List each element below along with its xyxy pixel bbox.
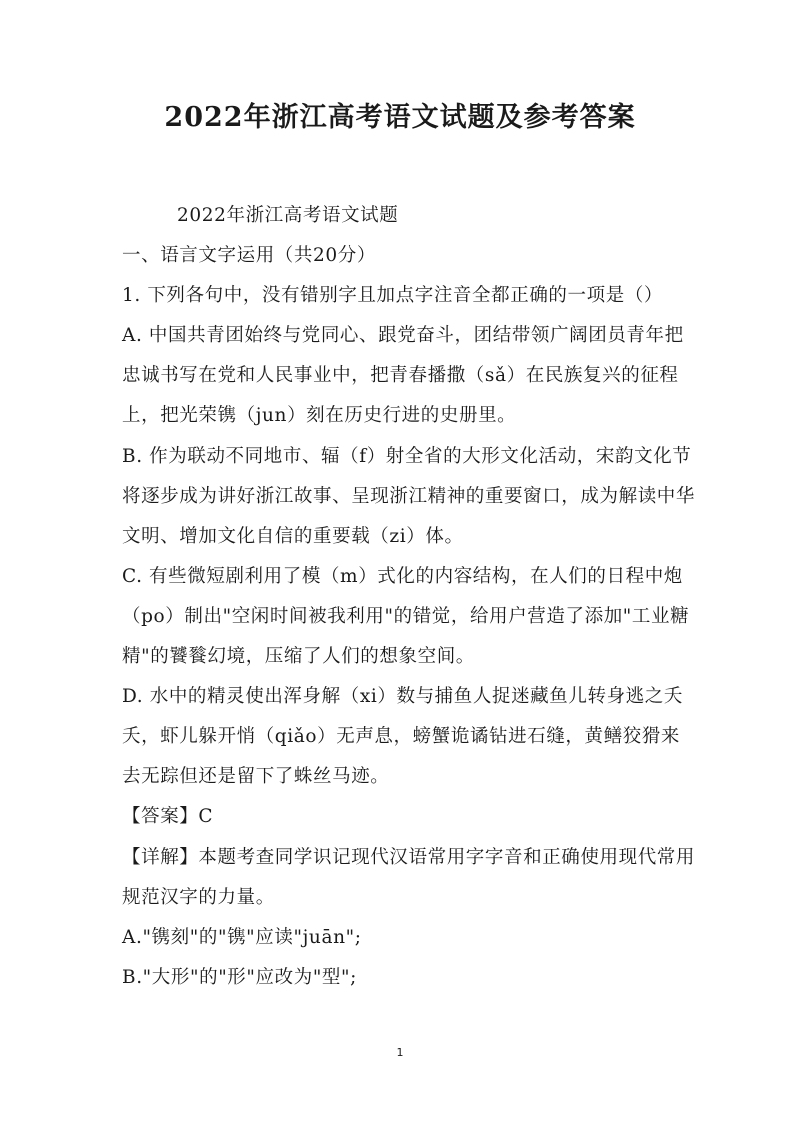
option-b-line-1: B. 作为联动不同地市、辐（f）射全省的大形文化活动，宋韵文化节 [122,445,692,467]
option-b-line-3: 文明、增加文化自信的重要载（zi）体。 [122,525,464,547]
option-a-line-2: 忠诚书写在党和人民事业中，把青春播撒（sǎ）在民族复兴的征程 [122,365,679,387]
explanation-line-1: 【详解】本题考查同学识记现代汉语常用字字音和正确使用现代常用 [122,846,696,868]
question-stem: 1. 下列各句中，没有错别字且加点字注音全都正确的一项是（） [122,285,664,307]
document-body [122,196,696,998]
answer-line: 【答案】C [122,806,214,828]
option-d-line-1: D. 水中的精灵使出浑身解（xi）数与捕鱼人捉迷藏鱼儿转身逃之夭 [122,686,683,708]
explanation-line-2: 规范汉字的力量。 [122,886,275,908]
option-d-line-2: 夭，虾儿躲开悄（qiǎo）无声息，螃蟹诡谲钻进石缝，黄鳝狡猾来 [122,726,681,748]
explanation-b: B."大形"的"形"应改为"型"; [122,966,357,988]
option-b-line-2: 将逐步成为讲好浙江故事、呈现浙江精神的重要窗口，成为解读中华 [122,485,696,507]
document-title: 2022年浙江高考语文试题及参考答案 [164,102,636,133]
explanation-a: A."镌刻"的"镌"应读"juān"; [122,926,362,948]
page-number: 1 [396,1046,404,1059]
option-c-line-1: C. 有些微短剧利用了模（m）式化的内容结构，在人们的日程中炮 [122,565,683,587]
option-c-line-2: （po）制出"空闲时间被我利用"的错觉，给用户营造了添加"工业糖 [122,605,690,627]
option-a-line-3: 上，把光荣镌（jun）刻在历史行进的史册里。 [122,405,517,427]
section-heading: 一、语言文字运用（共20分） [122,245,376,267]
option-c-line-3: 精"的饕餮幻境，压缩了人们的想象空间。 [122,646,475,668]
option-a-line-1: A. 中国共青团始终与党同心、跟党奋斗，团结带领广阔团员青年把 [122,325,684,347]
option-d-line-3: 去无踪但还是留下了蛛丝马迹。 [122,766,390,788]
exam-subtitle: 2022年浙江高考语文试题 [177,205,399,226]
